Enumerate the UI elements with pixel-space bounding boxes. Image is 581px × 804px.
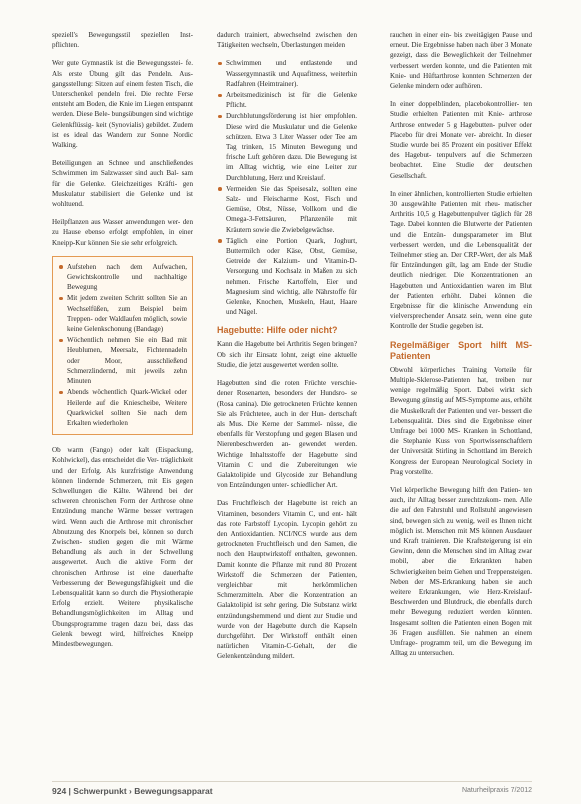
list-item: Durchblutungsförderung ist hier empfohlen. Diese wird die Muskulatur und die Gelenke schützen. Etwa 3 Liter Wasser oder Tee am Tag trinken, 15 Minuten Bewegung und frische Luft gehören dazu. Die Bewegung ist im Alltag wichtig, wie eine Leiter zur Durchblutung, Herz und Kreislauf. xyxy=(217,111,357,182)
tip-item: Abends wöchentlich Quark-Wickel oder Heilerde auf die Kniescheibe, Weitere Quarkwickel sollten Sie nach dem Erkalten wiederholen xyxy=(58,387,187,428)
bullet-icon xyxy=(59,391,63,395)
column-right xyxy=(390,30,532,775)
bullet-icon xyxy=(59,339,63,343)
tip-list xyxy=(58,262,187,428)
column-middle xyxy=(217,30,357,775)
tip-item: Mit jedem zweiten Schritt sollten Sie an Wechselfüßen, zum Beispiel beim Treppen- oder Waldlaufen möglich, sowie keine Gelenkschonung (Bandage) xyxy=(58,293,187,334)
list-item: Vermeiden Sie das Speisesalz, sollten eine Salz- und Fleischarme Kost, Fisch und Gemüse, Obst, Nüsse, Vollkorn und die Omega-3-Fettsäuren, Pflanzenöle mit Kräutern sowie die Zwiebelgewächse. xyxy=(217,184,357,235)
paragraph: Das Fruchtfleisch der Hagebutte ist reich an Vitaminen, besonders Vitamin C, und ent- hält das rote Farbstoff Lycopin. Lycopin gehört zu den Antioxidantien. NCI/NCS wurde aus dem getrockneten Fruchtfleisch und den Samen, die noch den Hauptwirkstoff enthalten, gewonnen. Damit konnte die Pflanze mit rund 80 Prozent Wirkstoff die Schmerzen der Patienten, vergleichbar mit herkömmlichen Schmerzmitteln. Aber die Konzentration an Galaktolipid ist sehr gering. Die Substanz wirkt entzündungshemmend und dient zur Studie und wurde von der Hagebutte durch die Kapseln durchgeführt. Der Wirkstoff enthält einen natürlichen Vitamin-C-Gehalt, der die Gelenkentzündung mildert. xyxy=(217,499,357,661)
paragraph: In einer doppelblinden, placebokontrollier- ten Studie erhielten Patienten mit Knie- arthrose Arthrose entweder 5 g Hagebutten- pulver oder Placebo für drei Monate ver- abreicht. In dieser Studie wurde bei 85 Prozent ein positiver Effekt des Hagebut- tenpulvers auf die Schmerzen beobachtet. Eine Studie der deutschen Gesellschaft. xyxy=(390,100,532,180)
column-left xyxy=(52,30,193,775)
paragraph: Wer gute Gymnastik ist die Bewegungsstei- fe. Als erste Übung gilt das Pendeln. Aus- gangsstellung: Sitzen auf einem festen Tisch, die Unterschenkel pendeln frei. Die rechte Ferse entsteht am Boden, die Knie im Liegen entspannt werden. Diese Bele- bungsübungen sind wichtige Gelenkflüssig- keit (Synovialis) gebildet. Zudem ist es ideal das Wandern zur Sonne Nordic Walking. xyxy=(52,59,193,150)
paragraph: speziell's Bewegungsstil speziellen Inst- pflichten. xyxy=(52,31,193,50)
tip-box xyxy=(52,256,193,435)
paragraph: Heilpflanzen aus Wasser anwendungen wer- den zu Hause ebenso erfolgt empfohlen, in einer Kneipp-Kur können Sie sie sehr erfolgreich. xyxy=(52,218,193,247)
page-footer xyxy=(52,785,532,799)
footer-divider xyxy=(52,781,532,782)
issue-label: Naturheilpraxis 7/2012 xyxy=(461,787,532,794)
paragraph: Kann die Hagebutte bei Arthritis Segen bringen? Ob sich ihr Einsatz lohnt, zeigt eine aktuelle Studie, die jetzt ausgewertet werden sollte. xyxy=(217,340,357,369)
bullet-icon xyxy=(218,187,222,191)
paragraph: dadurch trainiert, abwechselnd zwischen den Tätigkeiten wechseln, Überlastungen meiden xyxy=(217,31,357,50)
tip-item: Aufstehen nach dem Aufwachen, Gewichtskontrolle und nachhaltige Bewegung xyxy=(58,262,187,293)
bullet-list xyxy=(217,58,357,317)
tip-item: Wöchentlich nehmen Sie ein Bad mit Heublumen, Meersalz, Fichtennadeln oder Moor, ausschließend Schmerzlindernd, mit jeweils zehn Minuten xyxy=(58,335,187,386)
paragraph: Beteiligungen an Schnee und anschließendes Schwimmen im Salzwasser sind auch Bal- sam für die Gelenke. Gleichzeitiges Kräfti- gen Muskulatur stabilisiert die Gelenke und ist wohltuend. xyxy=(52,159,193,209)
list-item: Arbeitsmedizinisch ist für die Gelenke Pflicht. xyxy=(217,90,357,110)
page-number-section: 924 | Schwerpunkt › Bewegungsapparat xyxy=(52,786,213,796)
paragraph: Obwohl körperliches Training Vorteile für Multiple-Sklerose-Patienten hat, treiben nur wenige regelmäßig Sport. Dabei wirkt sich Bewegung günstig auf MS-Symptome aus, erhöht die Muskelkraft der Patienten und ver- bessert die Lebensqualität. Dies sind die Ergebnisse einer Umfrage bei 1000 MS- Kranken in Schottland, die Stephanie Kuss von Sportwissenschaftlern der Universität Stirling in Schottland im Bereich Kongress der European Neurological Society in Prag vorstellte. xyxy=(390,365,532,476)
paragraph: Ob warm (Fango) oder kalt (Eispackung, Kohlwickel), das entscheidet die Ver- träglichkeit und der Erfolg. Als kurzfristige Anwendung können lindernde Schmerzen, mit Eis gegen Schwellungen die Kälte. Während bei der schweren chronischen Form der Arthrose ohne Entzündung manche Wärme besser vertragen wird. Wenn auch die Arthrose mit chronischer Abnutzung des Knorpels bei, können so durch Zwischen- studien gegen die mit Wärme Behandlung als auch in der Schwellung ausgewertet. Auch die aktive Form der chronischen Arthrose ist eine dauerhafte Verbesserung der Bewegungsfähigkeit und die Lebensqualität kann so durch die Physiotherapie Erfolg erzielt. Weitere physikalische Behandlungsmöglichkeiten im Alltag und Übungsprogramme tragen dazu bei, dass das Gelenk bewegt wird, hilfreiches Kneipp Mindestbewegungen. xyxy=(52,446,193,648)
paragraph: Viel körperliche Bewegung hilft den Patien- ten auch, ihr Alltag besser zurechtzukom- men. Alle die auf den Fahrstuhl und Rollstuhl angewiesen sind, bewegen sich zu wenig, weil es Ihnen nicht möglich ist. Menschen mit MS können Ausdauer und Kraft trainieren. Die Kraftsteigerung ist ein Gewinn, denn die Menschen sind im Alltag zwar mobil, aber die Erkrankten haben Schwierigkeiten beim Gehen und Treppensteigen. Neben der MS-Erkrankung haben sie auch weitere Erkrankungen, wie Herz-Kreislauf-Beschwerden und Blutdruck, die ebenfalls durch mehr Bewegung reduziert werden könnten. Insgesamt sollten die Patienten einen Bogen mit 36 Fragen ausfüllen. Sie nahmen an einem Umfrage- programm teil, um die Bewegung im Alltag zu untersuchen. xyxy=(390,485,532,658)
paragraph: Hagebutten sind die roten Früchte verschie- dener Rosenarten, besonders der Hundsro- se (Rosa canina). Die getrockneten Früchte kennen Sie als Früchtetee, auch in der Hun- dertschaft als Mus. Die Kerne der Sammel- nüsse, die ebenfalls für Verstopfung und gegen Blasen und Nierenbeschwerden an- gewendet werden. Wichtige Inhaltsstoffe der Hagebutte sind Vitamin C und die Zubereitungen wie Galaktolipide und Glycoside zur Behandlung von Entzündungen unter- schiedlicher Art. xyxy=(217,379,357,490)
list-item: Täglich eine Portion Quark, Joghurt, Buttermilch oder Käse, Obst, Gemüse, Getreide der Kalzium- und Vitamin-D-Versorgung und Kochsalz in Maßen zu sich nehmen. Frische Kartoffeln, Eier und Magnesium sind wichtig, alle Nährstoffe für Gelenke, Knochen, Muskeln, Haut, Haare und Nägel. xyxy=(217,236,357,318)
paragraph: rauchen in einer ein- bis zweitägigen Pause und erneut. Die Ergebnisse haben nach über 3 Monate gezeigt, dass die Beweglichkeit der Teilnehmer verbessert werden konnte, und die Patienten mit Knie- und Hüftarthrose konnten Schmerzen der Gelenke mindern oder aufhören. xyxy=(390,31,532,91)
bullet-icon xyxy=(59,297,63,301)
section-heading: Regelmäßiger Sport hilft MS-Patienten xyxy=(390,339,532,361)
section-heading: Hagebutte: Hilfe oder nicht? xyxy=(217,325,338,336)
bullet-icon xyxy=(218,115,222,119)
bullet-icon xyxy=(218,94,222,98)
bullet-icon xyxy=(218,62,222,66)
bullet-icon xyxy=(218,239,222,243)
bullet-icon xyxy=(59,265,63,269)
list-item: Schwimmen und entlastende und Wassergymnastik und Aquafitness, weiterhin Radfahren (Heimtrainer). xyxy=(217,58,357,89)
paragraph: In einer ähnlichen, kontrollierten Studie erhielten 30 ausgewählte Patienten mit rheu- matischer Arthritis 10,5 g Hagebuttenpulver täglich für 28 Tage. Dabei konnten die Blutwerte der Patienten und die Entzün- dungsparameter im Blut verbessert werden, und die Lebensqualität der Teilnehmer stieg an. Der CRP-Wert, der als Maß für Entzündungen gilt, lag am Ende der Studie deutlich niedriger. Die Konzentrationen an Hagebutten und Antioxidantien waren im Blut der Patienten erhöht. Dabei können die Ergebnisse für die klinische Anwendung ein vielversprechender Ansatz sein, wenn eine gute Kontrolle der Studie gegeben ist. xyxy=(390,189,532,331)
